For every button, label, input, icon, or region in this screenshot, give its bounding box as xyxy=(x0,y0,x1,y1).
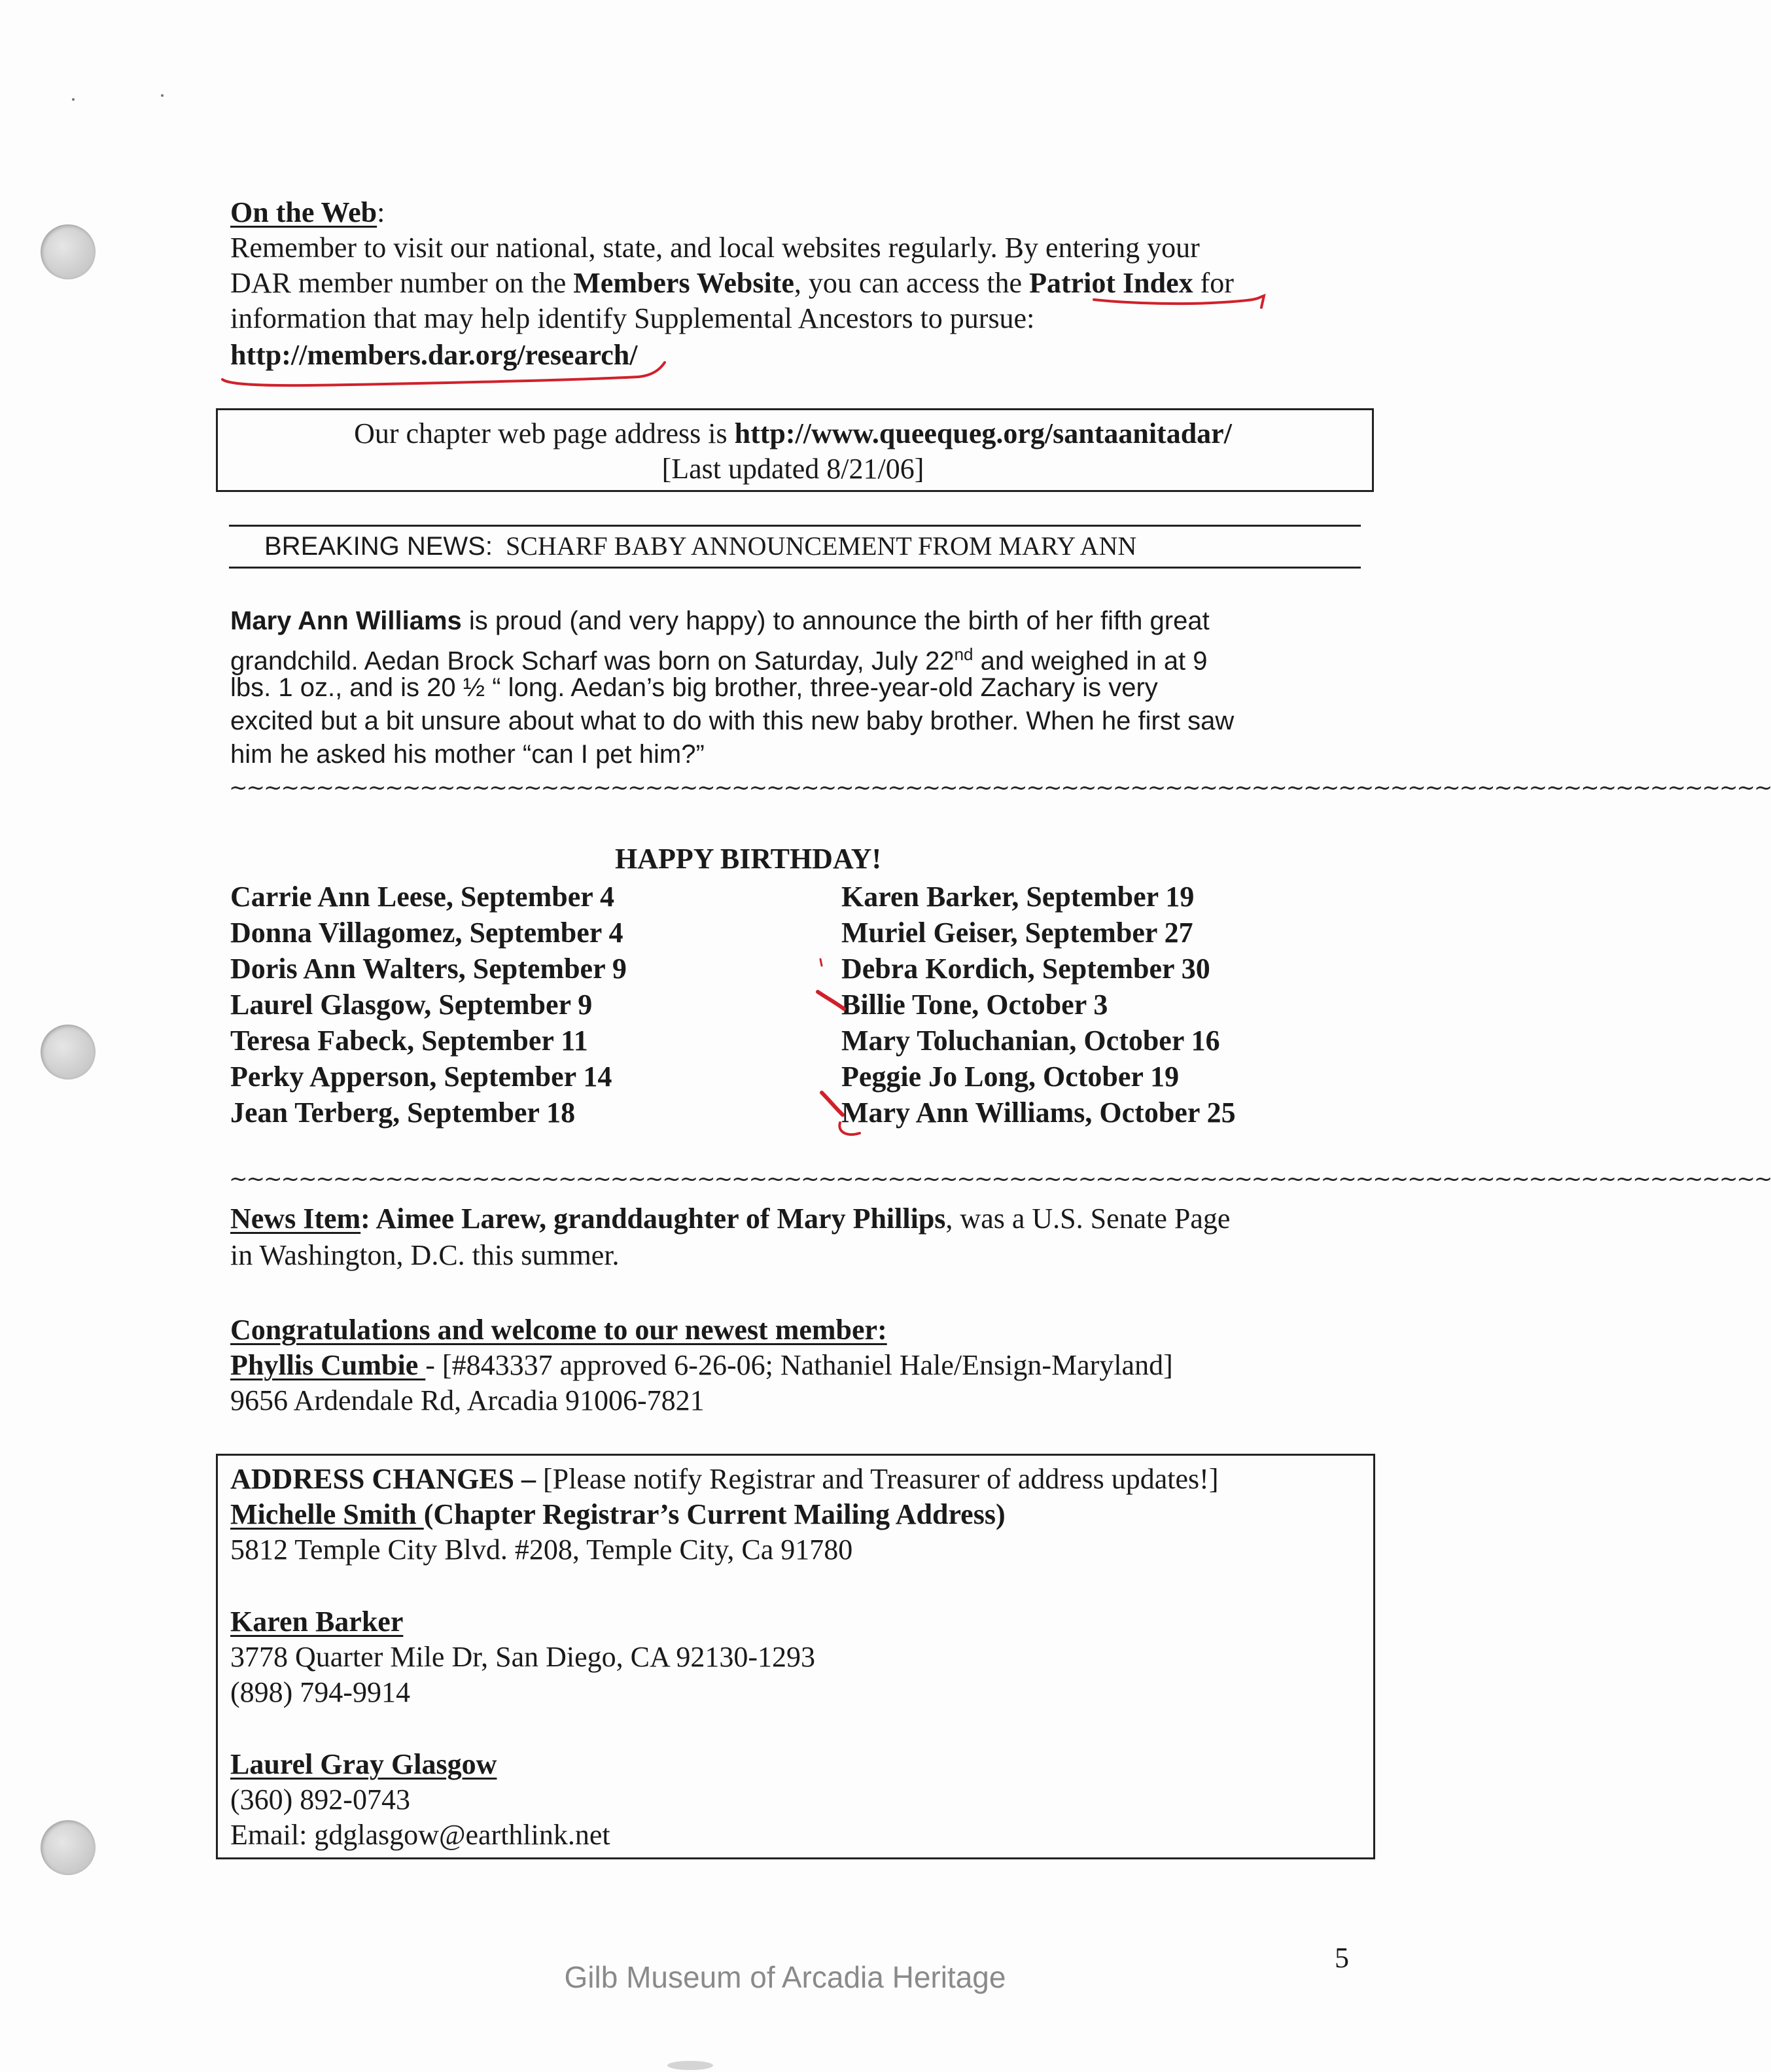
tilde-separator-2: ~~~~~~~~~~~~~~~~~~~~~~~~~~~~~~~~~~~~~~~~~~~~~~~~~~~~~~~~~~~~~~~~~~~~~~~~~~~~~~~~~~~~~~~~~ xyxy=(229,1166,1771,1192)
address-entry-2-name: Karen Barker xyxy=(230,1606,404,1638)
red-pen-check-mary-ann-williams xyxy=(818,1089,877,1141)
birthday-left-5: Teresa Fabeck, September 11 xyxy=(230,1025,588,1057)
birthday-right-2: Muriel Geiser, September 27 xyxy=(841,917,1193,949)
scan-shadow xyxy=(667,2061,713,2070)
web-line-3: information that may help identify Supplemental Ancestors to pursue: xyxy=(230,302,1035,334)
address-changes-heading-line xyxy=(230,1462,1218,1497)
binder-hole-bottom xyxy=(41,1820,96,1875)
breaking-news-header xyxy=(264,529,1136,564)
address-entry-3-name-line xyxy=(230,1747,497,1782)
address-entry-1-name-line xyxy=(230,1497,1006,1532)
birthday-right-3: Debra Kordich, September 30 xyxy=(841,953,1210,985)
birthday-right-7: Mary Ann Williams, October 25 xyxy=(841,1097,1236,1129)
welcome-member-address: 9656 Ardendale Rd, Arcadia 91006-7821 xyxy=(230,1384,705,1416)
address-entry-1-address: 5812 Temple City Blvd. #208, Temple City, Ca 91780 xyxy=(230,1534,853,1566)
announcement-name: Mary Ann Williams xyxy=(230,606,462,635)
address-entry-1-note: (Chapter Registrar’s Current Mailing Address) xyxy=(423,1498,1006,1530)
announcement-line-3: lbs. 1 oz., and is 20 ½ “ long. Aedan’s big brother, three-year-old Zachary is very xyxy=(230,673,1158,702)
news-item-bold: Aimee Larew, granddaughter of Mary Phillips xyxy=(370,1203,946,1235)
watermark: Gilb Museum of Arcadia Heritage xyxy=(564,1960,1006,1994)
news-item-rest: , was a U.S. Senate Page xyxy=(945,1203,1231,1235)
birthday-left-3: Doris Ann Walters, September 9 xyxy=(230,953,627,985)
chapter-web-prefix: Our chapter web page address is xyxy=(354,417,735,449)
announcement-l2-b: and weighed in at 9 xyxy=(973,646,1208,676)
red-pen-underline-patriot-index xyxy=(1093,293,1269,313)
birthday-left-6: Perky Apperson, September 14 xyxy=(230,1061,612,1093)
address-entry-3-phone: (360) 892-0743 xyxy=(230,1783,410,1816)
welcome-heading-line xyxy=(230,1312,887,1348)
web-heading: On the Web xyxy=(230,196,377,228)
announcement-line-5: him he asked his mother “can I pet him?” xyxy=(230,740,705,769)
address-entry-3-name: Laurel Gray Glasgow xyxy=(230,1748,497,1780)
web-line-1: Remember to visit our national, state, and local websites regularly. By entering your xyxy=(230,232,1200,264)
chapter-web-url[interactable]: http://www.queequeg.org/santaanitadar/ xyxy=(734,417,1232,449)
birthday-right-6: Peggie Jo Long, October 19 xyxy=(841,1061,1180,1093)
chapter-web-line xyxy=(216,416,1370,451)
web-section xyxy=(230,195,385,230)
address-entry-1-name: Michelle Smith xyxy=(230,1498,424,1530)
welcome-heading: Congratulations and welcome to our newest member: xyxy=(230,1314,887,1346)
research-url[interactable]: http://members.dar.org/research/ xyxy=(230,339,638,371)
binder-hole-middle xyxy=(41,1025,96,1080)
patriot-index-text: Patriot Index xyxy=(1029,267,1193,299)
page-number: 5 xyxy=(1335,1942,1349,1974)
address-entry-2-address: 3778 Quarter Mile Dr, San Diego, CA 92130-1293 xyxy=(230,1641,816,1673)
birthday-right-1: Karen Barker, September 19 xyxy=(841,881,1195,913)
web-line-2-c: , you can access the xyxy=(794,267,1030,299)
red-pen-underline-research-url xyxy=(220,357,678,390)
birthday-left-4: Laurel Glasgow, September 9 xyxy=(230,989,593,1021)
announcement-l1: is proud (and very happy) to announce the birth of her fifth great xyxy=(461,606,1210,635)
binder-hole-top xyxy=(41,224,96,279)
news-item-label: News Item xyxy=(230,1203,361,1235)
birthday-left-7: Jean Terberg, September 18 xyxy=(230,1097,576,1129)
address-entry-2-phone: (898) 794-9914 xyxy=(230,1676,410,1708)
welcome-member-details: - [#843337 approved 6-26-06; Nathaniel Hale/Ensign-Maryland] xyxy=(425,1349,1173,1381)
web-line-2 xyxy=(230,266,1234,301)
chapter-web-updated: [Last updated 8/21/06] xyxy=(661,453,924,485)
paper-speck xyxy=(72,98,75,101)
address-entry-3-email: Email: gdglasgow@earthlink.net xyxy=(230,1819,610,1851)
welcome-member-name: Phyllis Cumbie xyxy=(230,1349,426,1381)
address-changes-heading: ADDRESS CHANGES – xyxy=(230,1463,543,1495)
announcement-line-4: excited but a bit unsure about what to do with this new baby brother. When he first saw xyxy=(230,707,1235,735)
breaking-news-rule-bottom xyxy=(229,567,1361,569)
tilde-separator-1: ~~~~~~~~~~~~~~~~~~~~~~~~~~~~~~~~~~~~~~~~~~~~~~~~~~~~~~~~~~~~~~~~~~~~~~~~~~~~~~~~~~~~~~~~~ xyxy=(229,775,1771,801)
red-pen-check-billie-tone xyxy=(814,957,853,1017)
birthday-heading: HAPPY BIRTHDAY! xyxy=(615,843,882,875)
news-item-line-2: in Washington, D.C. this summer. xyxy=(230,1239,620,1271)
breaking-news-title: SCHARF BABY ANNOUNCEMENT FROM MARY ANN xyxy=(505,531,1137,561)
birthday-right-4: Billie Tone, October 3 xyxy=(841,989,1108,1021)
announcement-l2-a: grandchild. Aedan Brock Scharf was born on Saturday, July 22 xyxy=(230,646,955,676)
birthday-left-1: Carrie Ann Leese, September 4 xyxy=(230,881,614,913)
birthday-right-5: Mary Toluchanian, October 16 xyxy=(841,1025,1220,1057)
address-changes-note: [Please notify Registrar and Treasurer of address updates!] xyxy=(542,1463,1219,1495)
members-website-text: Members Website xyxy=(573,267,794,299)
web-line-2-e: for xyxy=(1193,267,1234,299)
web-line-2-a: DAR member number on the xyxy=(230,267,574,299)
address-entry-2-name-line xyxy=(230,1604,403,1640)
welcome-member-line xyxy=(230,1348,1173,1383)
news-item-colon: : xyxy=(360,1203,370,1235)
announcement-line-1 xyxy=(230,605,1210,638)
breaking-news-label: BREAKING NEWS: xyxy=(264,532,493,561)
announcement-l2-sup: nd xyxy=(954,644,973,664)
breaking-news-rule-top xyxy=(229,525,1361,527)
paper-speck xyxy=(161,94,164,97)
news-item-line-1 xyxy=(230,1201,1230,1237)
web-heading-colon: : xyxy=(377,196,385,228)
birthday-left-2: Donna Villagomez, September 4 xyxy=(230,917,623,949)
